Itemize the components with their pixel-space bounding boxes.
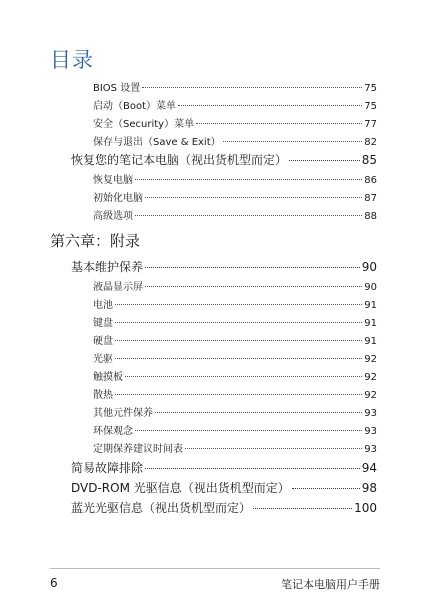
toc-entry-label: 初始化电脑 (93, 193, 143, 204)
toc-entry[interactable] (93, 386, 377, 401)
toc-entry[interactable] (71, 151, 377, 168)
toc-entry-page: 90 (364, 282, 377, 293)
toc-leader (125, 376, 362, 377)
toc-entry-page: 91 (364, 336, 377, 347)
toc-entry-page: 82 (364, 137, 377, 148)
footer-page-number: 6 (50, 576, 58, 590)
toc-entry-label: 散热 (93, 390, 113, 401)
toc-entry-label: 恢复电脑 (93, 175, 133, 186)
toc-entry[interactable] (93, 422, 377, 437)
toc-entry[interactable] (93, 314, 377, 329)
toc-entry-page: 93 (364, 426, 377, 437)
footer-manual-title: 笔记本电脑用户手册 (281, 578, 380, 591)
toc-entry-page: 86 (364, 175, 377, 186)
toc-entry[interactable] (93, 296, 377, 311)
toc-leader (115, 322, 362, 323)
toc-entry-page: 91 (364, 318, 377, 329)
toc-entry[interactable] (71, 258, 377, 275)
toc-entry-page: 100 (354, 501, 377, 515)
toc-entry[interactable] (93, 133, 377, 148)
chapter-heading: 第六章：附录 (50, 232, 141, 250)
toc-entry-page: 98 (361, 481, 377, 495)
toc-entry-page: 92 (364, 390, 377, 401)
toc-entry-page: 92 (364, 372, 377, 383)
toc-entry[interactable] (93, 171, 377, 186)
toc-entry-label: 启动（Boot）菜单 (93, 101, 177, 112)
toc-leader (135, 430, 362, 431)
toc-entry-label: 高级选项 (93, 211, 133, 222)
toc-entry-label: 电池 (93, 300, 113, 311)
toc-entry-label: BIOS 设置 (93, 83, 141, 94)
toc-entry-page: 93 (364, 408, 377, 419)
toc-entry-label: DVD-ROM 光驱信息（视出货机型而定） (71, 481, 290, 495)
toc-leader (253, 508, 352, 509)
toc-leader (115, 340, 362, 341)
toc-entry[interactable] (71, 499, 377, 516)
toc-leader (155, 412, 362, 413)
toc-entry-label: 硬盘 (93, 336, 113, 347)
toc-entry-label: 定期保养建议时间表 (93, 444, 183, 455)
toc-entry-label: 蓝光光驱信息（视出货机型而定） (71, 501, 252, 515)
toc-entry-page: 94 (361, 461, 377, 475)
toc-entry-page: 92 (364, 354, 377, 365)
toc-entry[interactable] (71, 459, 377, 476)
toc-entry[interactable] (93, 189, 377, 204)
toc-entry-page: 77 (364, 119, 377, 130)
toc-entry-page: 75 (364, 83, 377, 94)
toc-leader (145, 197, 362, 198)
toc-leader (223, 141, 363, 142)
toc-leader (135, 215, 362, 216)
toc-entry[interactable] (93, 97, 377, 112)
toc-entry[interactable] (93, 278, 377, 293)
toc-entry-page: 93 (364, 444, 377, 455)
toc-leader (145, 267, 360, 268)
toc-entry-page: 90 (361, 260, 377, 274)
footer-divider (50, 568, 380, 569)
toc-leader (145, 286, 362, 287)
toc-entry-label: 环保观念 (93, 426, 133, 437)
toc-leader (145, 468, 360, 469)
toc-entry[interactable] (93, 440, 377, 455)
toc-entry-label: 液晶显示屏 (93, 282, 143, 293)
page-title: 目录 (50, 48, 94, 72)
toc-entry[interactable] (93, 79, 377, 94)
toc-leader (185, 448, 362, 449)
toc-entry[interactable] (93, 404, 377, 419)
toc-entry[interactable] (71, 479, 377, 496)
toc-leader (115, 304, 362, 305)
toc-leader (135, 179, 362, 180)
toc-entry-page: 85 (361, 153, 377, 167)
toc-entry-page: 87 (364, 193, 377, 204)
toc-leader (196, 123, 362, 124)
toc-entry-label: 保存与退出（Save & Exit） (93, 137, 221, 148)
toc-entry[interactable] (93, 332, 377, 347)
toc-entry-label: 简易故障排除 (71, 461, 144, 475)
toc-leader (142, 87, 362, 88)
toc-entry-label: 键盘 (93, 318, 113, 329)
toc-entry-label: 光驱 (93, 354, 113, 365)
toc-entry[interactable] (93, 207, 377, 222)
toc-entry[interactable] (93, 368, 377, 383)
toc-entry[interactable] (93, 350, 377, 365)
toc-entry-label: 其他元件保养 (93, 408, 153, 419)
toc-leader (115, 394, 362, 395)
toc-entry-page: 91 (364, 300, 377, 311)
toc-entry-label: 恢复您的笔记本电脑（视出货机型而定） (71, 153, 288, 167)
toc-entry-label: 基本维护保养 (71, 260, 144, 274)
toc-entry-label: 安全（Security）菜单 (93, 119, 195, 130)
toc-leader (289, 160, 360, 161)
toc-leader (115, 358, 362, 359)
toc-entry-label: 触摸板 (93, 372, 123, 383)
toc-entry-page: 75 (364, 101, 377, 112)
toc-entry-page: 88 (364, 211, 377, 222)
toc-entry[interactable] (93, 115, 377, 130)
toc-leader (292, 488, 360, 489)
toc-leader (178, 105, 362, 106)
